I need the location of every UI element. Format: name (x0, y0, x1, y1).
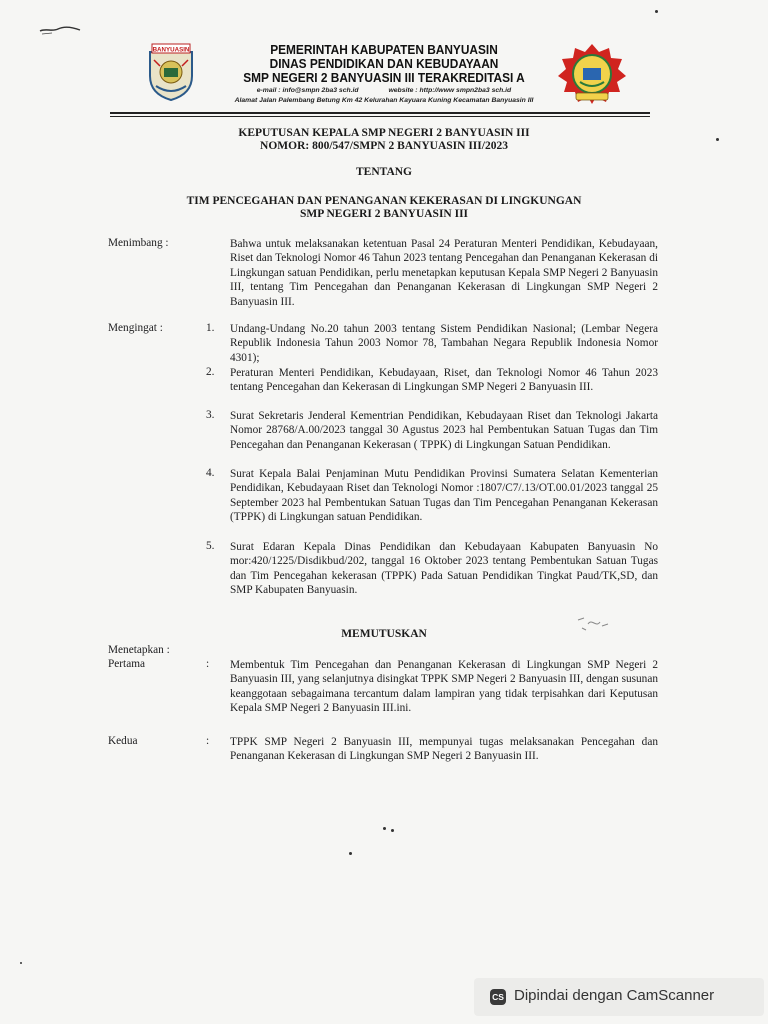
scan-speck (20, 962, 22, 964)
menimbang-label: Menimbang : (108, 237, 169, 249)
menimbang-text: Bahwa untuk melaksanakan ketentuan Pasal 24 Peraturan Menteri Pendidikan, Kebudayaan, Riset dan Teknologi Nomor 46 Tahun 2023 tentang Pencegahan dan Penanganan Kekerasan di Lingkungan satuan Pendidikan, perlu menetapkan keputusan Kepala SMP Negeri 2 Banyuasin III, tentang Tim Pencegahan dan Penanganan Kekerasan di Lingkungan SMP Negeri 2 Banyuasin III. (230, 238, 658, 308)
mengingat-item-number: 5. (206, 540, 215, 552)
pertama-colon: : (206, 658, 210, 670)
pen-mark (38, 22, 82, 36)
mengingat-item-text: Surat Sekretaris Jenderal Kementrian Pendidikan, Kebudayaan Riset dan Teknologi Jakarta Nomor 28768/A.00/2023 tanggal 30 Agustus 2023 hal Pembentukan Satuan Tugas dan Tim Pencegahan dan Penanganan Kekerasan ( TPPK) di Lingkungan Satuan Pendidikan. (230, 410, 658, 451)
pertama-label: Pertama (108, 658, 146, 670)
mengingat-item-number: 1. (206, 322, 215, 334)
scan-speck (655, 10, 658, 13)
menetapkan-label: Menetapkan : (108, 644, 170, 656)
letterhead-divider-thin (110, 116, 650, 117)
letterhead-divider (110, 112, 650, 114)
decree-number: NOMOR: 800/547/SMPN 2 BANYUASIN III/2023 (260, 140, 508, 152)
scanner-watermark-text: Dipindai dengan CamScanner (514, 987, 715, 1004)
kedua-label: Kedua (108, 735, 138, 747)
scan-speck (383, 827, 386, 830)
kedua-colon: : (206, 735, 210, 747)
decree-about-label: TENTANG (355, 166, 413, 178)
decree-title: KEPUTUSAN KEPALA SMP NEGERI 2 BANYUASIN III (238, 127, 530, 139)
letterhead-government: PEMERINTAH KABUPATEN BANYUASIN (270, 43, 498, 57)
mengingat-item-text: Surat Kepala Balai Penjaminan Mutu Pendidikan Provinsi Sumatera Selatan Kementerian Pendidikan, Kebudayaan Riset dan Teknologi Nomor :1807/C7/.13/OT.00.01/2023 tanggal 25 September 2023 hal Pembentukan Satuan Tugas dan Tim Pencegahan Penanganan Kekerasan (TPPK) di Lingkungan satuan Pendidikan. (230, 468, 658, 524)
letterhead-department: DINAS PENDIDIKAN DAN KEBUDAYAAN (269, 57, 499, 71)
mengingat-item-number: 3. (206, 409, 215, 421)
mengingat-label: Mengingat : (108, 322, 163, 334)
decree-subject-line2: SMP NEGERI 2 BANYUASIN III (299, 208, 469, 220)
pertama-text: Membentuk Tim Pencegahan dan Penanganan Kekerasan di Lingkungan SMP Negeri 2 Banyuasin III, yang selanjutnya disingkat TPPK SMP Negeri 2 Banyuasin III, dengan susunan keanggotaan sebagaimana tercantum dalam lampiran yang tidak terpisahkan dari Keputusan Kepala SMP Negeri 2 Banyuasin III.ini. (230, 659, 658, 715)
letterhead-contact (0, 87, 768, 94)
mengingat-item-text: Undang-Undang No.20 tahun 2003 tentang Sistem Pendidikan Nasional; (Lembar Negera Republik Indonesia Tahun 2003 Nomor 78, Tambahan Negara Republik Indonesia Nomor 4301); (230, 323, 658, 364)
scan-speck (391, 829, 394, 832)
mengingat-item-number: 4. (206, 467, 215, 479)
logo-banner-text: BANYUASIN (152, 46, 190, 54)
mengingat-item-text: Surat Edaran Kepala Dinas Pendidikan dan Kebudayaan Kabupaten Banyuasin No mor:420/1225/Disdikbud/202, tanggal 16 Oktober 2023 tentang Pembentukan Satuan Tugas dan Tim Pencegahan kekerasan (TPPK) Pada Satuan Pendidikan Tingkat Paud/TK,SD, dan SMP Kabupaten Banyuasin. (230, 541, 658, 597)
mengingat-item-number: 2. (206, 366, 215, 378)
letterhead-email: e-mail : info@smpn 2ba3 sch.id (256, 87, 359, 94)
decree-subject-line1: TIM PENCEGAHAN DAN PENANGANAN KEKERASAN DI LINGKUNGAN (186, 195, 582, 207)
kedua-text: TPPK SMP Negeri 2 Banyuasin III, mempunyai tugas melaksanakan Pencegahan dan Penanganan Kekerasan di Lingkungan SMP Negeri 2 Banyuasin III. (230, 736, 658, 763)
letterhead-website: website : http://www smpn2ba3 sch.id (388, 87, 512, 94)
memutuskan-heading: MEMUTUSKAN (341, 628, 427, 640)
letterhead-school: SMP NEGERI 2 BANYUASIN III TERAKREDITASI A (243, 71, 525, 85)
mengingat-item-text: Peraturan Menteri Pendidikan, Kebudayaan, Riset, dan Teknologi Nomor 46 Tahun 2023 tentang Pencegahan dan Kekerasan di Lingkungan SMP Negeri 2 Banyuasin III. (230, 367, 658, 394)
letterhead-address: Alamat Jalan Palembang Betung Km 42 Kelurahan Kayuara Kuning Kecamatan Banyuasin III (234, 97, 534, 104)
scan-speck (349, 852, 352, 855)
camscanner-icon: CS (490, 989, 506, 1005)
